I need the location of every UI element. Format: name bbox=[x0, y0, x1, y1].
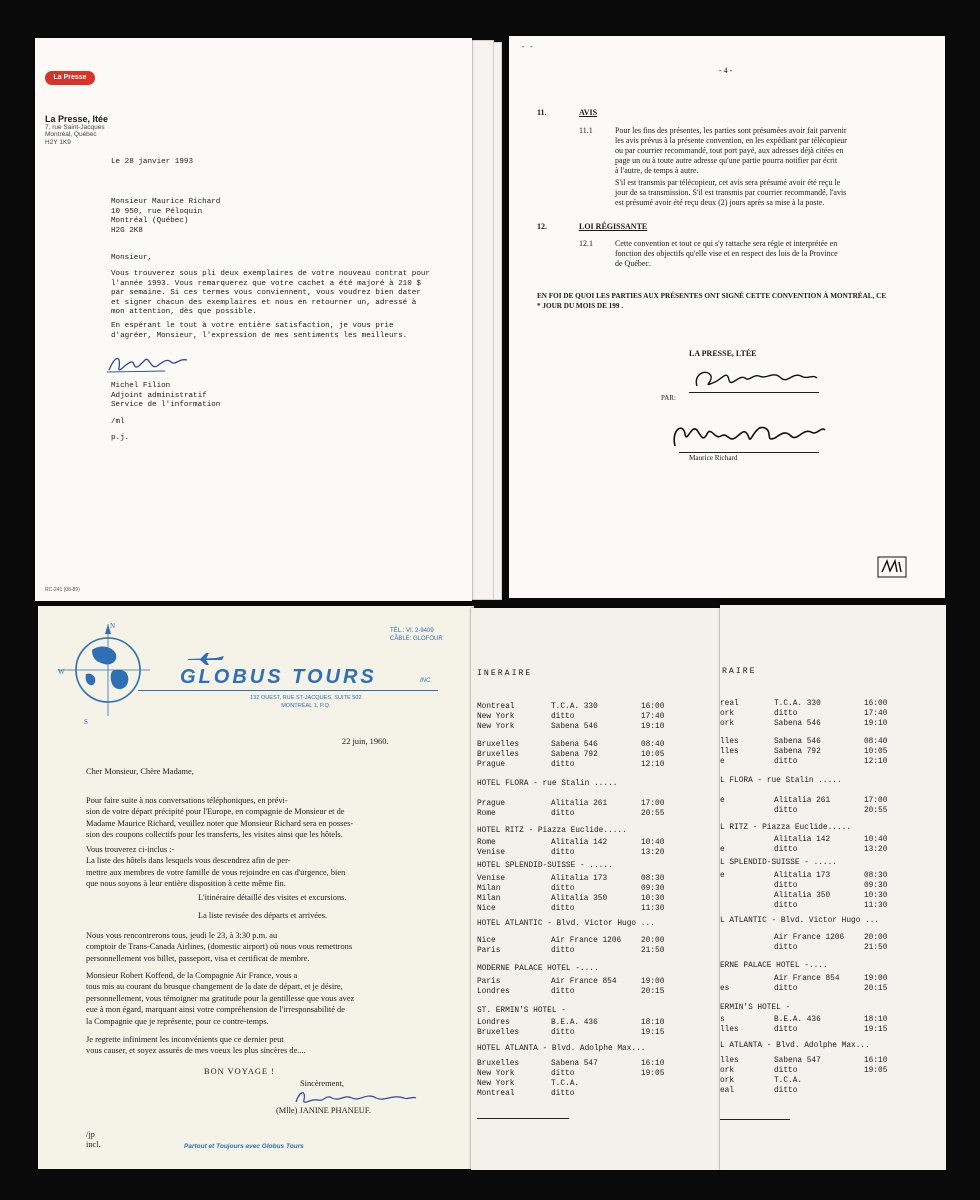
itinerary-page bbox=[720, 605, 946, 1170]
globus-address: 132 OUEST, RUE ST-JACQUES, SUITE 502 MONTRÉAL 1, P.Q. bbox=[250, 695, 362, 709]
globus-brand: GLOBUS TOURS bbox=[180, 666, 377, 688]
globus-tours-letter bbox=[38, 606, 474, 1169]
itinerary-city: e bbox=[720, 758, 725, 766]
itinerary-city: Londres bbox=[477, 988, 510, 996]
itinerary-flight: ditto bbox=[774, 882, 798, 890]
itinerary-flight: ditto bbox=[774, 807, 798, 815]
section-number: 11. bbox=[537, 108, 547, 117]
hotel-heading: ERMIN'S HOTEL - bbox=[720, 1004, 791, 1012]
letter-paragraph: Monsieur Robert Koffend, de la Compagnie Air France, vous a tous mis au courant du brusque changement de la date de départ, et je désire, personnellement, vous témoigner ma gratitude pour la gentillesse que vous avez eue à mon égard, marquant ainsi votre compréhension de l'irresponsabilité de la Compagnie que je représente, pour ce contre-temps. bbox=[86, 971, 355, 1026]
itinerary-city: Rome bbox=[477, 839, 496, 847]
itinerary-flight: ditto bbox=[774, 944, 798, 952]
itinerary-city: Bruxelles bbox=[477, 1060, 520, 1068]
itinerary-time: 19:15 bbox=[864, 1026, 888, 1034]
svg-text:N: N bbox=[110, 622, 116, 630]
itinerary-flight: Sabena 546 bbox=[551, 723, 598, 731]
hotel-heading: ST. ERMIN'S HOTEL - bbox=[477, 1007, 566, 1015]
itinerary-flight: ditto bbox=[774, 1087, 798, 1095]
signer-name: (Mlle) JANINE PHANEUF. bbox=[276, 1106, 371, 1115]
clause-text: Cette convention et tout ce qui s'y rattache sera régie et interprétée en fonction des objectifs qu'elle vise et en respect des lois de la Province de Québec. bbox=[615, 239, 838, 268]
itinerary-city: real bbox=[720, 700, 739, 708]
itinerary-time: 10:30 bbox=[864, 892, 888, 900]
itinerary-time: 09:30 bbox=[641, 885, 665, 893]
itinerary-flight: Sabena 792 bbox=[774, 748, 821, 756]
sincerely: Sincèrement, bbox=[300, 1079, 344, 1088]
hotel-heading: L FLORA - rue Stalin ..... bbox=[720, 777, 842, 785]
itinerary-flight: T.C.A. bbox=[551, 1080, 580, 1088]
itinerary-time: 20:15 bbox=[864, 985, 888, 993]
itinerary-time: 16:00 bbox=[864, 700, 888, 708]
itinerary-time: 20:00 bbox=[641, 937, 665, 945]
itinerary-flight: ditto bbox=[551, 885, 575, 893]
par-label: PAR: bbox=[661, 394, 676, 402]
company-address: 7, rue Saint-Jacques Montréal, Québec H2Y 1K9 bbox=[45, 124, 105, 146]
itinerary-time: 17:40 bbox=[864, 710, 888, 718]
itinerary-flight: ditto bbox=[551, 1090, 575, 1098]
itinerary-flight: T.C.A. bbox=[774, 1077, 803, 1085]
itinerary-flight: Alitalia 142 bbox=[774, 836, 831, 844]
party-name: LA PRESSE, LTÉE bbox=[689, 349, 757, 358]
hotel-heading: HOTEL SPLENDID-SUISSE - ..... bbox=[477, 862, 613, 870]
itinerary-city: lles bbox=[720, 1057, 739, 1065]
itinerary-flight: Air France 854 bbox=[551, 978, 617, 986]
itinerary-time: 11:30 bbox=[641, 905, 665, 913]
letter-date: 22 juin, 1960. bbox=[342, 737, 389, 746]
hotel-heading: MODERNE PALACE HOTEL -.... bbox=[477, 965, 599, 973]
itinerary-flight: T.C.A. 330 bbox=[551, 703, 598, 711]
itinerary-time: 20:15 bbox=[641, 988, 665, 996]
itinerary-city: Nice bbox=[477, 905, 496, 913]
itinerary-flight: ditto bbox=[774, 985, 798, 993]
svg-text:S: S bbox=[84, 718, 88, 726]
signature-line bbox=[689, 392, 819, 393]
itinerary-time: 10:05 bbox=[864, 748, 888, 756]
itinerary-city: Nice bbox=[477, 937, 496, 945]
company-signature bbox=[689, 364, 824, 394]
itinerary-flight: Alitalia 173 bbox=[774, 872, 831, 880]
itinerary-flight: ditto bbox=[551, 849, 575, 857]
hotel-heading: HOTEL ATLANTIC - Blvd. Victor Hugo ... bbox=[477, 920, 655, 928]
itinerary-flight: ditto bbox=[774, 846, 798, 854]
itinerary-city: ork bbox=[720, 1077, 735, 1085]
itinerary-city: Venise bbox=[477, 875, 506, 883]
recipient-address: Monsieur Maurice Richard 10 950, rue Péloquin Montréal (Québec) H2G 2K8 bbox=[111, 198, 221, 235]
letterhead-rule bbox=[138, 690, 438, 691]
globe-logo bbox=[56, 620, 152, 726]
itinerary-time: 10:05 bbox=[641, 751, 665, 759]
itinerary-city: ork bbox=[720, 710, 735, 718]
itinerary-time: 16:10 bbox=[641, 1060, 665, 1068]
itinerary-city: New York bbox=[477, 1070, 515, 1078]
form-code: RC-241 (08-89) bbox=[45, 587, 80, 593]
itinerary-flight: Alitalia 350 bbox=[551, 895, 608, 903]
letter-paragraph: Vous trouverez ci-inclus :- La liste des hôtels dans lesquels vous descendrez afin de per- mettre aux membres de votre famille de vous rejoindre en cas d'urgence, bien que nous soyons à leur entière disposition à cette même fin. bbox=[86, 845, 346, 889]
itinerary-city: lles bbox=[720, 738, 739, 746]
itinerary-flight: Sabena 546 bbox=[774, 720, 821, 728]
itinerary-flight: Sabena 547 bbox=[551, 1060, 598, 1068]
hotel-heading: L ATLANTIC - Blvd. Victor Hugo ... bbox=[720, 917, 880, 925]
itinerary-city: Montreal bbox=[477, 1090, 515, 1098]
itinerary-city: ork bbox=[720, 720, 735, 728]
itinerary-city: ork bbox=[720, 1067, 735, 1075]
itinerary-flight: ditto bbox=[551, 1029, 575, 1037]
itinerary-time: 08:40 bbox=[864, 738, 888, 746]
letter-date: Le 28 janvier 1993 bbox=[111, 158, 194, 166]
hotel-heading: HOTEL FLORA - rue Stalin ..... bbox=[477, 780, 618, 788]
itinerary-time: 19:10 bbox=[641, 723, 665, 731]
letter-paragraph: Nous vous rencontrerons tous, jeudi le 23, à 3:30 p.m. au comptoir de Trans-Canada Airlines, (domestic airport) où nous vous remettrons personnellement vos billet, passeport, visa et certificat de membre. bbox=[86, 931, 353, 963]
itinerary-time: 19:05 bbox=[641, 1070, 665, 1078]
itinerary-rule bbox=[720, 1119, 790, 1120]
itinerary-time: 19:05 bbox=[864, 1067, 888, 1075]
itinerary-flight: ditto bbox=[551, 1070, 575, 1078]
letter-paragraph: Vous trouverez sous pli deux exemplaires de votre nouveau contrat pour l'année 1993. Vous remarquerez que votre cachet a été majoré à 210 $ par semaine. Si ces termes vous conviennent, vous voudrez bien dater et signer chacun des exemplaires et nous en retourner un, adressé à mon attention, dès que possible. bbox=[111, 270, 430, 317]
signatory-name: Maurice Richard bbox=[689, 454, 738, 462]
itinerary-flight: ditto bbox=[551, 761, 575, 769]
itinerary-title: RAIRE bbox=[722, 667, 757, 676]
itinerary-time: 08:40 bbox=[641, 741, 665, 749]
page-number: - 4 - bbox=[719, 66, 733, 75]
itinerary-flight: Alitalia 261 bbox=[774, 797, 831, 805]
itinerary-city: Venise bbox=[477, 849, 506, 857]
itinerary-time: 19:00 bbox=[641, 978, 665, 986]
itinerary-page bbox=[471, 608, 724, 1170]
itinerary-city: Prague bbox=[477, 800, 506, 808]
initials-and-enclosure: /jp incl. bbox=[86, 1130, 101, 1149]
itinerary-city: e bbox=[720, 846, 725, 854]
itinerary-time: 17:40 bbox=[641, 713, 665, 721]
itinerary-time: 12:10 bbox=[641, 761, 665, 769]
hotel-heading: L RITZ - Piazza Euclide..... bbox=[720, 824, 852, 832]
itinerary-flight: ditto bbox=[774, 902, 798, 910]
itinerary-title: INERAIRE bbox=[477, 669, 533, 678]
itinerary-flight: Air France 1206 bbox=[551, 937, 622, 945]
clause-number: 12.1 bbox=[579, 239, 593, 248]
itinerary-city: s bbox=[720, 1016, 725, 1024]
itinerary-flight: T.C.A. 330 bbox=[774, 700, 821, 708]
contact-info: TÉL.: VI. 2-9409 CÂBLE: GLOFOUR bbox=[390, 628, 443, 642]
itinerary-flight: B.E.A. 436 bbox=[551, 1019, 598, 1027]
itinerary-time: 10:30 bbox=[641, 895, 665, 903]
itinerary-flight: ditto bbox=[551, 988, 575, 996]
itinerary-flight: Sabena 546 bbox=[551, 741, 598, 749]
itinerary-time: 20:00 bbox=[864, 934, 888, 942]
letter-paragraph: Je regrette infiniment les inconvénients que ce dernier peut vous causer, et soyez assurés de mes voeux les plus sincères de.... bbox=[86, 1035, 306, 1056]
itinerary-flight: ditto bbox=[551, 713, 575, 721]
closing: BON VOYAGE ! bbox=[204, 1067, 275, 1076]
itinerary-time: 17:00 bbox=[641, 800, 665, 808]
itinerary-time: 11:30 bbox=[864, 902, 888, 910]
itinerary-time: 16:00 bbox=[641, 703, 665, 711]
itinerary-city: Montreal bbox=[477, 703, 515, 711]
itinerary-flight: Sabena 546 bbox=[774, 738, 821, 746]
itinerary-time: 19:00 bbox=[864, 975, 888, 983]
clause-number: 11.1 bbox=[579, 126, 593, 135]
itinerary-flight: ditto bbox=[551, 947, 575, 955]
itinerary-flight: Alitalia 173 bbox=[551, 875, 608, 883]
itinerary-time: 21:50 bbox=[864, 944, 888, 952]
itinerary-city: New York bbox=[477, 1080, 515, 1088]
itinerary-flight: ditto bbox=[774, 710, 798, 718]
salutation: Cher Monsieur, Chère Madame, bbox=[86, 767, 194, 776]
letter-paragraph: Pour faire suite à nos conversations téléphoniques, en prévi- sion de votre départ précipité pour l'Europe, en compagnie de Monsieur et de Madame Maurice Richard, veuillez noter que Monsieur Richard sera en posses- sion des coupons collectifs pour les transferts, les visites ainsi que les hôtels. bbox=[86, 796, 354, 840]
itinerary-time: 13:20 bbox=[641, 849, 665, 857]
itinerary-flight: Alitalia 142 bbox=[551, 839, 608, 847]
itinerary-flight: ditto bbox=[774, 1026, 798, 1034]
itinerary-time: 12:10 bbox=[864, 758, 888, 766]
itinerary-city: lles bbox=[720, 748, 739, 756]
itinerary-flight: B.E.A. 436 bbox=[774, 1016, 821, 1024]
itinerary-flight: Air France 1206 bbox=[774, 934, 845, 942]
initials-box bbox=[877, 556, 907, 578]
page-mark: - - bbox=[521, 44, 534, 52]
itinerary-flight: ditto bbox=[774, 1067, 798, 1075]
itinerary-city: e bbox=[720, 797, 725, 805]
itinerary-city: es bbox=[720, 985, 730, 993]
witness-clause: EN FOI DE QUOI LES PARTIES AUX PRÉSENTES ONT SIGNÉ CETTE CONVENTION À MONTRÉAL, CE * JOUR DU MOIS DE 199 . bbox=[537, 292, 887, 310]
itinerary-city: Rome bbox=[477, 810, 496, 818]
typist-initials: /ml bbox=[111, 418, 125, 426]
svg-text:W: W bbox=[58, 668, 65, 676]
itinerary-flight: Air France 854 bbox=[774, 975, 840, 983]
itinerary-time: 10:40 bbox=[864, 836, 888, 844]
itinerary-city: Milan bbox=[477, 895, 501, 903]
itinerary-time: 16:10 bbox=[864, 1057, 888, 1065]
hotel-heading: HOTEL ATLANTA - Blvd. Adolphe Max... bbox=[477, 1045, 646, 1053]
hotel-heading: L ATLANTA - Blvd. Adolphe Max... bbox=[720, 1042, 870, 1050]
itinerary-city: Bruxelles bbox=[477, 1029, 520, 1037]
itinerary-flight: ditto bbox=[551, 810, 575, 818]
itinerary-time: 09:30 bbox=[864, 882, 888, 890]
itinerary-city: eal bbox=[720, 1087, 735, 1095]
clause-text: S'il est transmis par télécopieur, cet avis sera présumé avoir été reçu le jour de sa transmission. S'il est transmis par courrier recommandé, l'avis est présumé avoir été reçu deux (2) jours après sa mise à la poste. bbox=[615, 178, 847, 207]
itinerary-city: Bruxelles bbox=[477, 741, 520, 749]
la-presse-logo: La Presse bbox=[45, 71, 95, 85]
handwritten-signature bbox=[105, 352, 195, 378]
itinerary-city: Prague bbox=[477, 761, 506, 769]
section-number: 12. bbox=[537, 222, 547, 231]
contract-page bbox=[509, 36, 945, 598]
itinerary-time: 19:10 bbox=[864, 720, 888, 728]
itinerary-city: e bbox=[720, 872, 725, 880]
itinerary-flight: Sabena 547 bbox=[774, 1057, 821, 1065]
itinerary-city: New York bbox=[477, 723, 515, 731]
itinerary-city: Bruxelles bbox=[477, 751, 520, 759]
itinerary-flight: ditto bbox=[774, 758, 798, 766]
hotel-heading: L SPLENDID-SUISSE - ..... bbox=[720, 859, 837, 867]
clause-text: Pour les fins des présentes, les parties sont présumées avoir fait parvenir les avis prévus à la présente convention, en les expédiant par télécopieur ou par courrier recommandé, tout port payé, aux adresses déjà citées en page un ou à toute autre adresse qu'une partie pourra notifier par écrit à l'autre, de temps à autre. bbox=[615, 126, 847, 175]
brand-suffix: INC. bbox=[420, 678, 432, 684]
itinerary-flight: Alitalia 261 bbox=[551, 800, 608, 808]
itinerary-city: Paris bbox=[477, 978, 501, 986]
itinerary-city: lles bbox=[720, 1026, 739, 1034]
company-name: La Presse, ltée bbox=[45, 114, 109, 124]
itinerary-city: Milan bbox=[477, 885, 501, 893]
signer-block: Michel Filion Adjoint administratif Service de l'information bbox=[111, 382, 221, 410]
itinerary-time: 18:10 bbox=[864, 1016, 888, 1024]
hotel-heading: ERNE PALACE HOTEL -.... bbox=[720, 962, 828, 970]
hotel-heading: HOTEL RITZ - Piazza Euclide..... bbox=[477, 827, 627, 835]
itinerary-flight: Sabena 792 bbox=[551, 751, 598, 759]
itinerary-time: 10:40 bbox=[641, 839, 665, 847]
itinerary-time: 20:55 bbox=[864, 807, 888, 815]
itinerary-time: 21:50 bbox=[641, 947, 665, 955]
salutation: Monsieur, bbox=[111, 254, 153, 262]
itinerary-flight: ditto bbox=[551, 905, 575, 913]
itinerary-rule bbox=[477, 1118, 569, 1119]
itinerary-city: Paris bbox=[477, 947, 501, 955]
la-presse-letter bbox=[35, 38, 472, 601]
itinerary-time: 19:15 bbox=[641, 1029, 665, 1037]
itinerary-city: Londres bbox=[477, 1019, 510, 1027]
enclosure-note: p.j. bbox=[111, 434, 130, 442]
itinerary-time: 08:30 bbox=[641, 875, 665, 883]
section-title: LOI RÉGISSANTE bbox=[579, 222, 648, 231]
itinerary-time: 20:55 bbox=[641, 810, 665, 818]
globus-footer: Partout et Toujours avec Globus Tours bbox=[184, 1143, 304, 1150]
letter-paragraph: L'itinéraire détaillé des visites et excursions. bbox=[198, 893, 347, 902]
itinerary-time: 13:20 bbox=[864, 846, 888, 854]
section-title: AVIS bbox=[579, 108, 598, 117]
letter-paragraph: La liste revisée des départs et arrivées. bbox=[198, 911, 328, 920]
itinerary-time: 18:10 bbox=[641, 1019, 665, 1027]
itinerary-time: 17:00 bbox=[864, 797, 888, 805]
itinerary-time: 08:30 bbox=[864, 872, 888, 880]
airplane-icon bbox=[186, 652, 226, 666]
itinerary-city: New York bbox=[477, 713, 515, 721]
letter-paragraph: En espérant le tout à votre entière satisfaction, je vous prie d'agréer, Monsieur, l'expression de mes sentiments les meilleurs. bbox=[111, 322, 408, 340]
maurice-richard-signature bbox=[669, 416, 829, 452]
itinerary-flight: Alitalia 350 bbox=[774, 892, 831, 900]
